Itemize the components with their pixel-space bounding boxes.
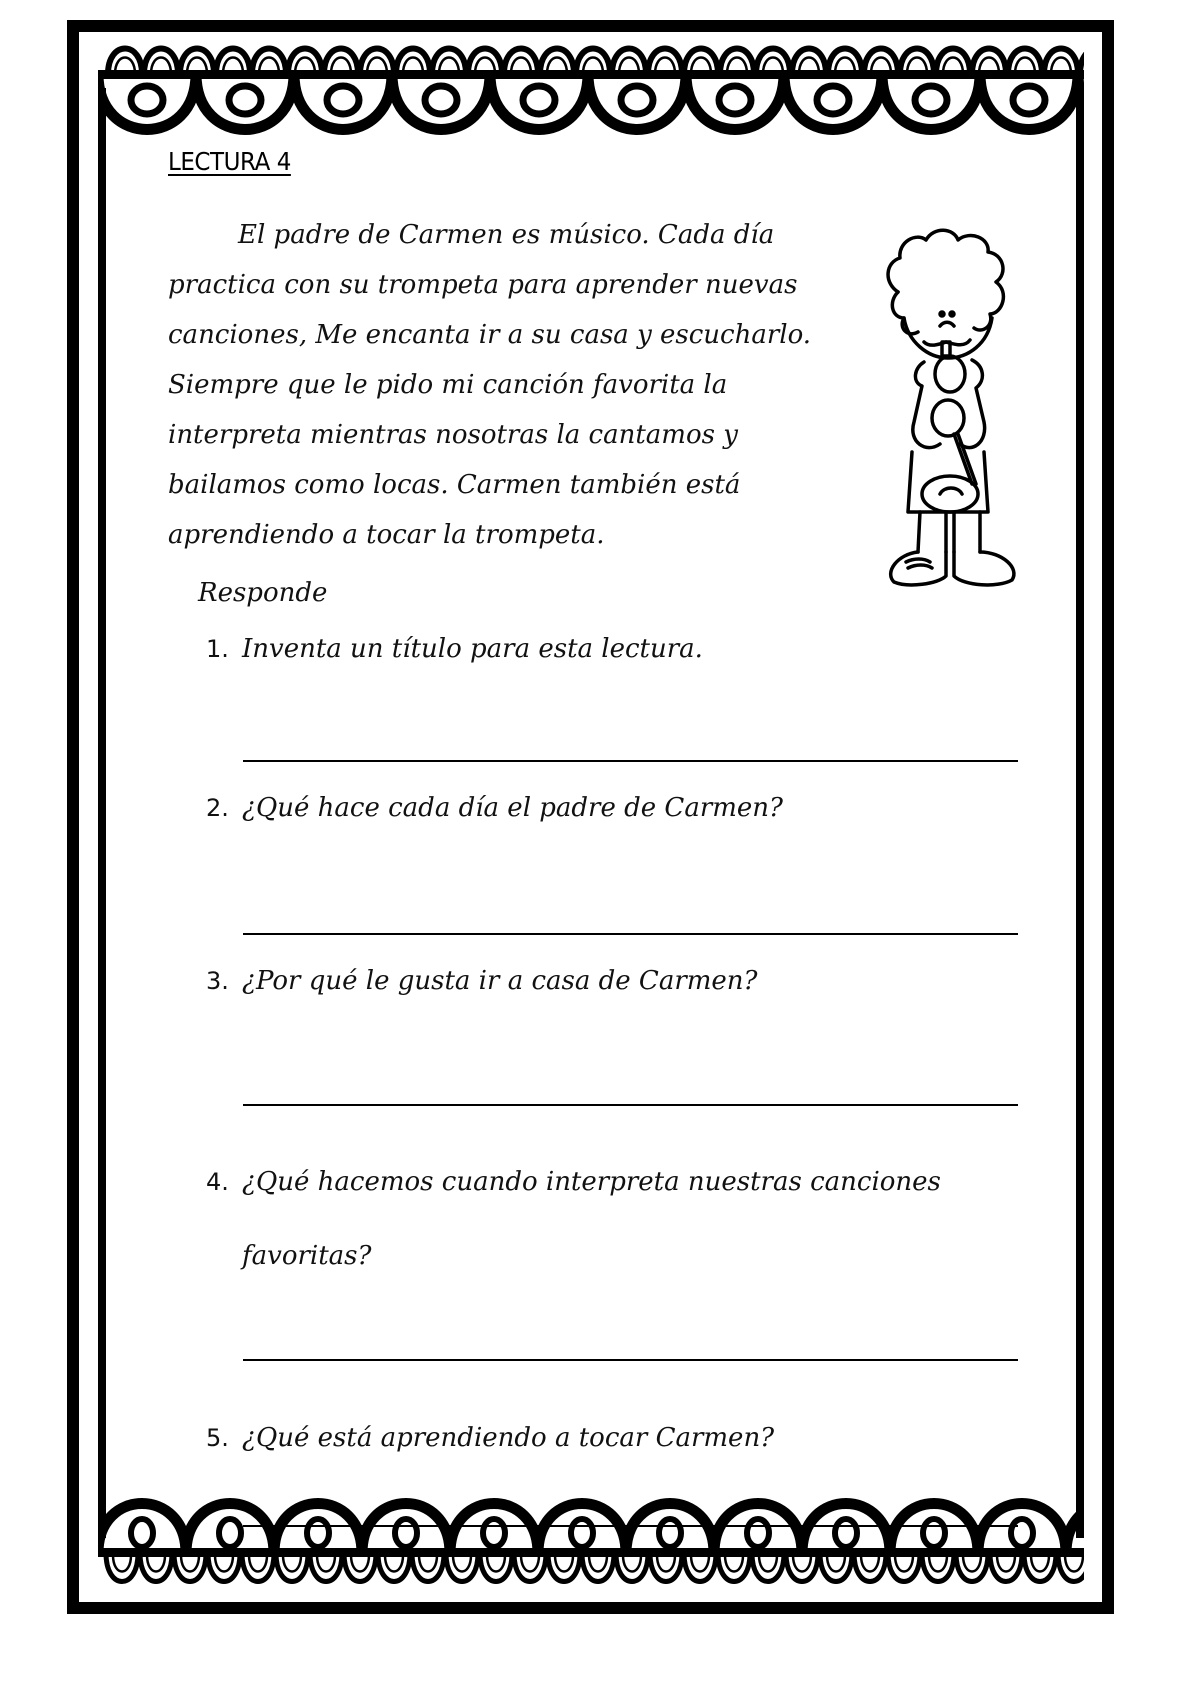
ornament-scallop bbox=[242, 1553, 274, 1582]
question-text: ¿Por qué le gusta ir a casa de Carmen? bbox=[242, 966, 758, 996]
ornament-scallop bbox=[650, 1553, 682, 1582]
ornament-loop bbox=[1011, 1519, 1033, 1547]
ornament-scallop-inner bbox=[657, 1555, 675, 1572]
ornament-scallop-inner bbox=[181, 1555, 199, 1572]
ornament-scallop bbox=[196, 74, 294, 130]
ornament-scallop bbox=[980, 74, 1078, 130]
reading-text bbox=[168, 210, 828, 560]
ornament-scallop-inner bbox=[215, 1555, 233, 1572]
ornament-scallop bbox=[140, 1553, 172, 1582]
ornament-scallop-inner bbox=[963, 1555, 981, 1572]
ornament-scallop bbox=[276, 1553, 308, 1582]
ornament-scallop bbox=[208, 1553, 240, 1582]
inner-border-left bbox=[98, 88, 106, 1538]
ornament-scallop bbox=[412, 1553, 444, 1582]
ornament-scallop bbox=[888, 1553, 920, 1582]
ornament-scallop-inner bbox=[589, 1555, 607, 1572]
ornament-scallop bbox=[378, 1553, 410, 1582]
reading-paragraph: El padre de Carmen es músico. Cada día practica con su trompeta para aprender nuevas canciones, Me encanta ir a su casa y escucharlo. Siempre que le pido mi canción favorita la interpreta mientras nosotras la cantamos y bailamos como locas. Carmen también está aprendiendo a tocar la trompeta. bbox=[168, 220, 812, 550]
ornament-loop bbox=[571, 1519, 593, 1547]
answer-line-5[interactable] bbox=[243, 1525, 1018, 1527]
ornament-scallop bbox=[514, 1553, 546, 1582]
ornament-scallop-inner bbox=[521, 1555, 539, 1572]
ornament-scallop bbox=[294, 74, 392, 130]
inner-border-right bbox=[1076, 88, 1084, 1538]
ornament-scallop bbox=[882, 74, 980, 130]
answer-line-2[interactable] bbox=[243, 933, 1018, 935]
ornament-loop bbox=[219, 1519, 241, 1547]
answer-line-1[interactable] bbox=[243, 760, 1018, 762]
question-number: 2. bbox=[206, 794, 229, 822]
ornament-scallop-inner bbox=[385, 1555, 403, 1572]
ornament-loop bbox=[719, 86, 751, 114]
question-number: 4. bbox=[206, 1168, 229, 1196]
ornament-loop bbox=[923, 1519, 945, 1547]
ornament-loop bbox=[1013, 86, 1045, 114]
ornament-scallop bbox=[392, 74, 490, 130]
question-2 bbox=[206, 793, 1026, 823]
ornament-scallop bbox=[718, 1553, 750, 1582]
ornament-scallop bbox=[106, 1553, 138, 1582]
ornament-scallop bbox=[922, 1553, 954, 1582]
answer-line-3[interactable] bbox=[243, 1104, 1018, 1106]
ornament-scallop-inner bbox=[555, 1555, 573, 1572]
ornament-scallop bbox=[344, 1553, 376, 1582]
ornament-scallop bbox=[446, 1553, 478, 1582]
ornament-scallop-inner bbox=[147, 1555, 165, 1572]
ornament-scallop-inner bbox=[453, 1555, 471, 1572]
ornament-loop bbox=[307, 1519, 329, 1547]
ornament-border-top bbox=[98, 30, 1084, 150]
ornament-scallop bbox=[616, 1553, 648, 1582]
question-text: ¿Qué está aprendiendo a tocar Carmen? bbox=[242, 1423, 775, 1453]
question-text-continuation: favoritas? bbox=[242, 1241, 372, 1271]
question-1 bbox=[206, 634, 1026, 664]
ornament-scallop bbox=[956, 1553, 988, 1582]
ornament-scallop-inner bbox=[759, 1555, 777, 1572]
ornament-scallop-inner bbox=[283, 1555, 301, 1572]
ornament-scallop-inner bbox=[1065, 1555, 1083, 1572]
question-3 bbox=[206, 966, 1026, 996]
ornament-scallop-inner bbox=[861, 1555, 879, 1572]
ornament-scallop bbox=[784, 74, 882, 130]
ornament-scallop-inner bbox=[1031, 1555, 1049, 1572]
ornament-scallop-inner bbox=[419, 1555, 437, 1572]
ornament-scallop-inner bbox=[691, 1555, 709, 1572]
ornament-scallop-inner bbox=[113, 1555, 131, 1572]
ornament-loop bbox=[817, 86, 849, 114]
ornament-scallop bbox=[310, 1553, 342, 1582]
question-number: 1. bbox=[206, 635, 229, 663]
ornament-scallop-inner bbox=[997, 1555, 1015, 1572]
ornament-scallop bbox=[1024, 1553, 1056, 1582]
ornament-scallop bbox=[786, 1553, 818, 1582]
question-text: ¿Qué hacemos cuando interpreta nuestras canciones bbox=[242, 1167, 941, 1197]
question-number: 5. bbox=[206, 1424, 229, 1452]
ornament-scallop-inner bbox=[895, 1555, 913, 1572]
question-4 bbox=[206, 1167, 1026, 1271]
ornament-scallop bbox=[480, 1553, 512, 1582]
ornament-scallop bbox=[990, 1553, 1022, 1582]
ornament-loop bbox=[747, 1519, 769, 1547]
ornament-scallop-inner bbox=[827, 1555, 845, 1572]
question-number: 3. bbox=[206, 967, 229, 995]
ornament-scallop bbox=[820, 1553, 852, 1582]
ornament-scallop bbox=[98, 74, 196, 130]
ornament-loop bbox=[425, 86, 457, 114]
ornament-scallop bbox=[684, 1553, 716, 1582]
ornament-scallop-inner bbox=[929, 1555, 947, 1572]
responde-label: Responde bbox=[198, 578, 328, 608]
ornament-scallop-inner bbox=[317, 1555, 335, 1572]
ornament-loop bbox=[327, 86, 359, 114]
ornament-loop bbox=[483, 1519, 505, 1547]
ornament-scallop bbox=[490, 74, 588, 130]
question-text: ¿Qué hace cada día el padre de Carmen? bbox=[242, 793, 783, 823]
ornament-scallop bbox=[588, 74, 686, 130]
ornament-scallop bbox=[854, 1553, 886, 1582]
ornament-loop bbox=[229, 86, 261, 114]
ornament-loop bbox=[131, 1519, 153, 1547]
ornament-scallop-inner bbox=[249, 1555, 267, 1572]
ornament-scallop bbox=[752, 1553, 784, 1582]
ornament-scallop-inner bbox=[351, 1555, 369, 1572]
ornament-border-bottom bbox=[98, 1495, 1084, 1595]
ornament-loop bbox=[395, 1519, 417, 1547]
ornament-loop bbox=[835, 1519, 857, 1547]
ornament-loop bbox=[621, 86, 653, 114]
trumpet-child-illustration bbox=[868, 222, 1028, 592]
answer-line-4[interactable] bbox=[243, 1359, 1018, 1361]
ornament-scallop bbox=[548, 1553, 580, 1582]
ornament-loop bbox=[659, 1519, 681, 1547]
ornament-scallop-inner bbox=[725, 1555, 743, 1572]
ornament-loop bbox=[523, 86, 555, 114]
ornament-scallop bbox=[582, 1553, 614, 1582]
question-text: Inventa un título para esta lectura. bbox=[242, 634, 703, 664]
ornament-loop bbox=[915, 86, 947, 114]
ornament-arch bbox=[1066, 1504, 1084, 1554]
ornament-scallop bbox=[686, 74, 784, 130]
ornament-loop bbox=[131, 86, 163, 114]
ornament-scallop bbox=[174, 1553, 206, 1582]
question-5 bbox=[206, 1423, 1026, 1453]
ornament-scallop-inner bbox=[487, 1555, 505, 1572]
ornament-scallop bbox=[1078, 74, 1084, 130]
ornament-scallop-inner bbox=[793, 1555, 811, 1572]
ornament-scallop-inner bbox=[623, 1555, 641, 1572]
page-title: LECTURA 4 bbox=[168, 147, 291, 176]
